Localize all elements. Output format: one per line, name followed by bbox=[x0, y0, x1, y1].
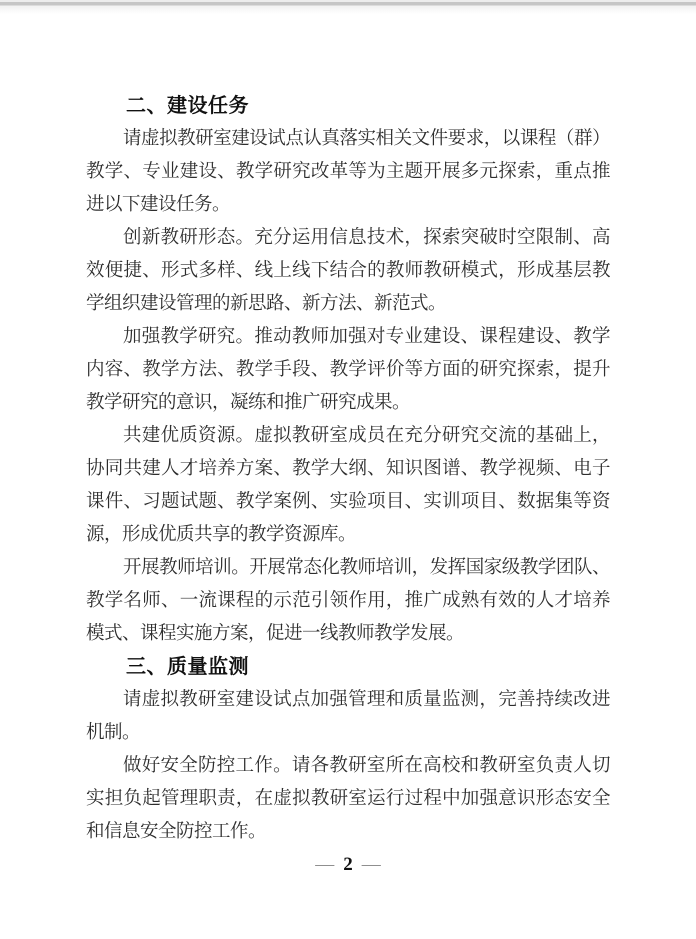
document-body bbox=[86, 90, 610, 849]
paragraph-line: 创新教研形态。充分运用信息技术，探索突破时空限制、高 bbox=[123, 228, 610, 248]
paragraph-line: 请虚拟教研室建设试点加强管理和质量监测，完善持续改进 bbox=[123, 690, 610, 710]
footer-dash-right: — bbox=[361, 854, 381, 875]
paragraph-line: 学组织建设管理的新思路、新方法、新范式。 bbox=[86, 294, 447, 314]
paragraph-line: 协同共建人才培养方案、教学大纲、知识图谱、教学视频、电子 bbox=[86, 459, 610, 479]
paragraph-line: 模式、课程实施方案，促进一线教师教学发展。 bbox=[86, 624, 465, 644]
paragraph-line: 机制。 bbox=[86, 723, 141, 743]
paragraph-line: 共建优质资源。虚拟教研室成员在充分研究交流的基础上， bbox=[123, 426, 610, 446]
paragraph-line: 实担负起管理职责，在虚拟教研室运行过程中加强意识形态安全 bbox=[86, 789, 610, 809]
paragraph-line: 源，形成优质共享的教学资源库。 bbox=[86, 525, 357, 545]
paragraph-line: 加强教学研究。推动教师加强对专业建设、课程建设、教学 bbox=[123, 327, 610, 347]
paragraph-line: 开展教师培训。开展常态化教师培训，发挥国家级教学团队、 bbox=[123, 558, 610, 578]
section-heading: 三、质量监测 bbox=[126, 656, 249, 678]
page-footer bbox=[0, 850, 696, 880]
paragraph-line: 效便捷、形式多样、线上线下结合的教师教研模式，形成基层教 bbox=[86, 261, 610, 281]
paragraph-line: 做好安全防控工作。请各教研室所在高校和教研室负责人切 bbox=[123, 756, 610, 776]
section-heading: 二、建设任务 bbox=[126, 95, 249, 117]
paragraph-line: 课件、习题试题、教学案例、实验项目、实训项目、数据集等资 bbox=[86, 492, 610, 512]
paragraph-line: 教学名师、一流课程的示范引领作用，推广成熟有效的人才培养 bbox=[86, 591, 610, 611]
page-number: 2 bbox=[343, 854, 353, 875]
paragraph-line: 请虚拟教研室建设试点认真落实相关文件要求，以课程（群） bbox=[123, 129, 610, 149]
paragraph-line: 和信息安全防控工作。 bbox=[86, 822, 267, 842]
paragraph-line: 教学、专业建设、教学研究改革等为主题开展多元探索，重点推 bbox=[86, 162, 610, 182]
paragraph-line: 进以下建设任务。 bbox=[86, 195, 231, 215]
scanner-edge-artifact bbox=[0, 0, 696, 14]
paragraph-line: 教学研究的意识，凝练和推广研究成果。 bbox=[86, 393, 411, 413]
paragraph-line: 内容、教学方法、教学手段、教学评价等方面的研究探索，提升 bbox=[86, 360, 610, 380]
footer-dash-left: — bbox=[315, 854, 335, 875]
